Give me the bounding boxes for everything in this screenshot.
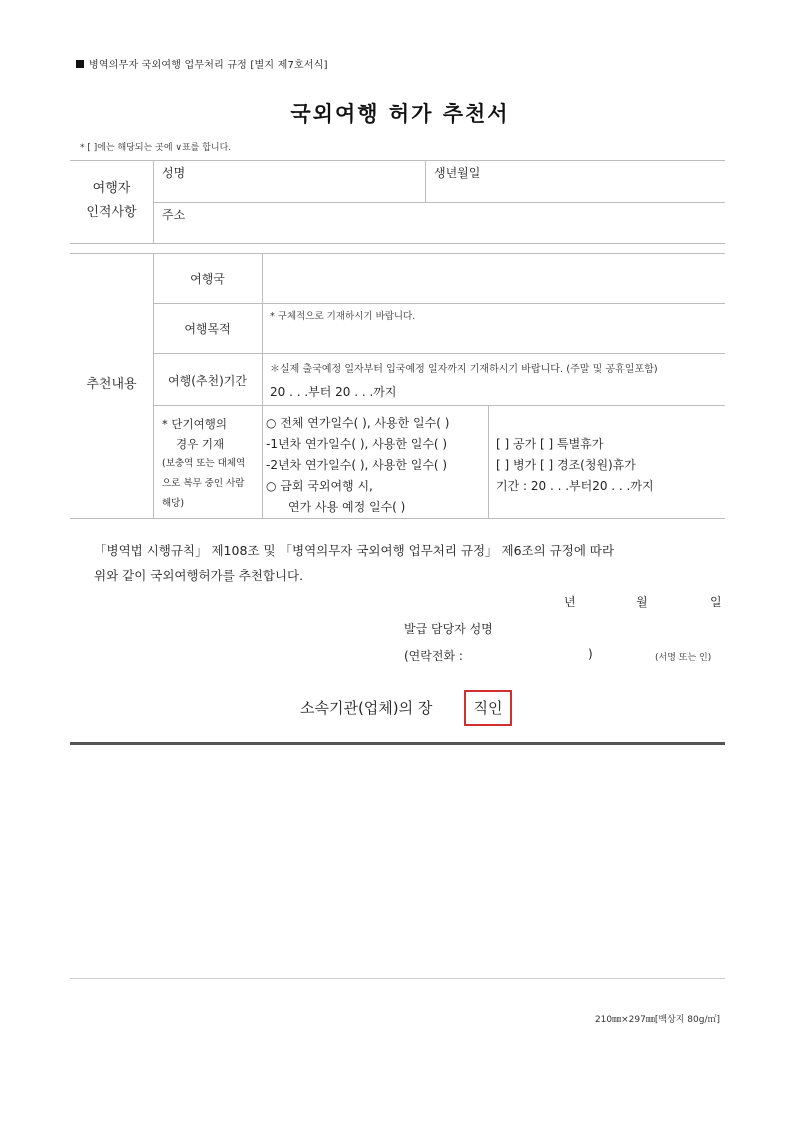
table-rule	[488, 405, 489, 518]
name-field[interactable]	[190, 162, 420, 200]
short-trip-label-line: 해당)	[162, 498, 185, 509]
statement-line: 「병역법 시행규칙」 제108조 및 「병역의무자 국외여행 업무처리 규정」 제6조의 규정에 따라	[94, 543, 615, 558]
period-field[interactable]: 20 . . .부터 20 . . .까지	[270, 385, 397, 399]
purpose-label: 여행목적	[184, 322, 231, 336]
signature-note: (서명 또는 인)	[655, 653, 712, 663]
short-trip-label-line: 으로 복무 중인 사람	[162, 478, 245, 489]
date-month-label: 월	[636, 595, 648, 609]
traveler-section-label	[70, 177, 153, 225]
table-rule	[70, 243, 725, 244]
table-rule	[153, 353, 725, 354]
official-seal: 직인	[464, 690, 512, 726]
paper-spec: 210㎜×297㎜[백상지 80g/㎡]	[594, 1015, 720, 1025]
period-note: ＊실제 출국예정 일자부터 입국예정 일자까지 기재하시기 바랍니다. (주말 및 공휴일포함)	[270, 364, 658, 375]
short-trip-label-line: 경우 기재	[176, 437, 225, 451]
table-rule	[153, 202, 725, 203]
table-rule	[425, 160, 426, 202]
address-field[interactable]	[190, 204, 720, 242]
leave-type-checkbox-row[interactable]: [ ] 공가 [ ] 특별휴가	[496, 437, 604, 451]
institution-head-label: 소속기관(업체)의 장	[300, 699, 433, 717]
purpose-field[interactable]	[264, 322, 722, 351]
issuing-official-label: 발급 담당자 성명	[404, 622, 493, 636]
table-rule	[70, 160, 725, 161]
short-trip-label-line: (보충역 또는 대체역	[162, 458, 246, 469]
country-field[interactable]	[264, 255, 722, 301]
short-trip-label-line: * 단기여행의	[162, 417, 227, 431]
total-leave-days-option[interactable]: ○ 전체 연가일수( ), 사용한 일수( )	[266, 416, 450, 430]
table-rule	[70, 518, 725, 519]
instruction-note: * [ ]에는 해당되는 곳에 ∨표를 합니다.	[80, 143, 232, 153]
table-rule	[153, 303, 725, 304]
leave-type-options	[496, 434, 654, 497]
recommendation-section-label: 추천내용	[86, 377, 137, 392]
name-label: 성명	[162, 166, 186, 180]
address-label: 주소	[162, 208, 186, 222]
period-label: 여행(추천)기간	[168, 374, 247, 388]
table-rule	[70, 253, 725, 254]
purpose-note: * 구체적으로 기재하시기 바랍니다.	[270, 311, 416, 322]
page-title: 국외여행 허가 추천서	[290, 102, 510, 126]
contact-phone-close: )	[588, 647, 593, 661]
leave-period-field[interactable]: 기간 : 20 . . .부터20 . . .까지	[496, 479, 654, 493]
form-reference-text: 병역의무자 국외여행 업무처리 규정 [별지 제7호서식]	[89, 60, 328, 71]
statement	[94, 538, 734, 588]
square-bullet-icon	[76, 60, 84, 68]
leave-type-checkbox-row[interactable]: [ ] 병가 [ ] 경조(청원)휴가	[496, 458, 636, 472]
statement-line: 위와 같이 국외여행허가를 추천합니다.	[94, 568, 304, 583]
birthdate-field[interactable]	[500, 162, 720, 200]
year2-leave-days-option[interactable]: -2년차 연가일수( ), 사용한 일수( )	[266, 458, 448, 472]
table-rule	[153, 405, 725, 406]
traveler-label-line: 인적사항	[86, 205, 137, 220]
leave-days-options	[266, 413, 449, 518]
divider	[70, 742, 725, 745]
year1-leave-days-option[interactable]: -1년차 연가일수( ), 사용한 일수( )	[266, 437, 448, 451]
short-trip-label	[162, 414, 245, 514]
contact-phone-label: (연락전화 :	[404, 649, 463, 663]
current-trip-option[interactable]: ○ 금회 국외여행 시,	[266, 479, 373, 493]
planned-leave-days-option[interactable]: 연가 사용 예정 일수( )	[288, 500, 406, 514]
birthdate-label: 생년월일	[434, 166, 481, 180]
form-reference	[76, 56, 328, 71]
date-year-label: 년	[564, 595, 576, 609]
traveler-label-line: 여행자	[92, 181, 131, 196]
date-day-label: 일	[710, 595, 722, 609]
footer-divider	[70, 978, 725, 979]
table-rule	[262, 253, 263, 518]
country-label: 여행국	[190, 272, 225, 286]
table-rule	[153, 160, 154, 243]
